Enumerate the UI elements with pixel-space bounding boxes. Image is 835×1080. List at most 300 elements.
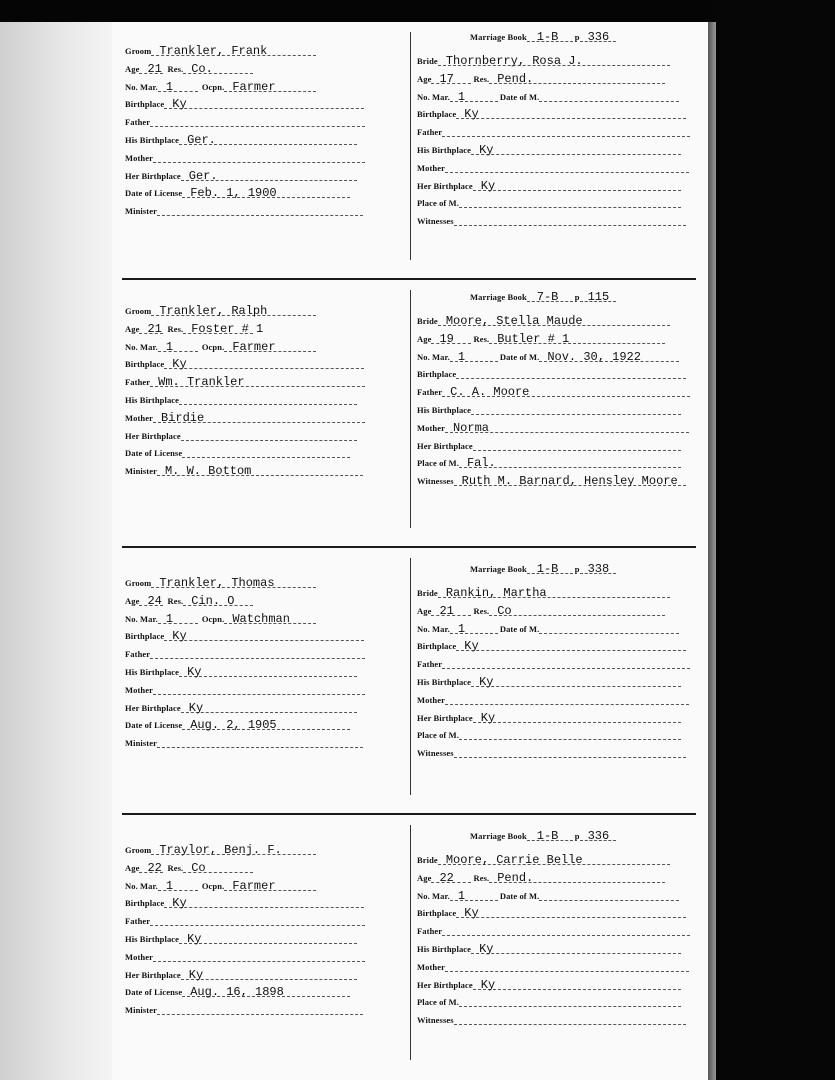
marriage-book-label: Marriage Book: [470, 292, 527, 302]
groom-no-mar-value: 1: [165, 611, 174, 626]
groom-no-mar-row: [125, 336, 316, 352]
bride-date-of-m-value: [545, 889, 549, 900]
groom-father-line: [150, 375, 365, 390]
bride-witnesses-line: [454, 747, 686, 758]
groom-his-birthplace-value: Ger.: [187, 133, 216, 147]
bride-mother-line: [445, 961, 689, 972]
scan-margin-left: [0, 0, 112, 1080]
groom-name-line: [151, 577, 316, 588]
bride-name-line: [438, 587, 670, 598]
groom-birthplace-label: Birthplace: [125, 898, 165, 909]
bride-witnesses-label: Witnesses: [417, 1015, 454, 1026]
bride-witnesses-row: [417, 742, 686, 758]
groom-her-birthplace-line: [181, 430, 357, 441]
groom-res-line: [183, 862, 253, 873]
groom-age-row: [125, 590, 253, 606]
groom-father-value: [156, 115, 160, 126]
bride-witnesses-row: [417, 470, 686, 489]
bride-name-line: [438, 55, 670, 66]
bride-date-of-m-line: [539, 91, 679, 102]
bride-birthplace-label: Birthplace: [417, 369, 457, 380]
marriage-page-value: 336: [587, 829, 610, 843]
bride-mother-line: [445, 694, 689, 705]
groom-his-birthplace-row: [125, 389, 357, 405]
groom-his-birthplace-label: His Birthplace: [125, 934, 180, 944]
bride-age-line: [431, 605, 471, 616]
bride-her-birthplace-label: Her Birthplace: [417, 712, 473, 723]
groom-her-birthplace-label: Her Birthplace: [125, 969, 181, 980]
bride-res-line: [489, 605, 665, 616]
bride-her-birthplace-row: [417, 175, 681, 191]
groom-date-of-license-row: [125, 182, 350, 201]
groom-his-birthplace-line: [179, 134, 357, 145]
marriage-page-value: 338: [587, 562, 610, 576]
groom-mother-label: Mother: [125, 951, 153, 962]
groom-minister-value: [163, 204, 167, 215]
groom-ocpn-value: Watchman: [232, 611, 290, 626]
bride-name-line: [438, 854, 670, 865]
bride-birthplace-line: [456, 368, 686, 379]
bride-her-birthplace-label: Her Birthplace: [417, 440, 473, 451]
groom-mother-row: [125, 147, 365, 163]
groom-minister-value: [163, 1003, 167, 1014]
bride-res-line: [489, 73, 665, 84]
bride-name-line: [438, 315, 670, 326]
bride-father-row: [417, 653, 690, 669]
groom-res-value: Cin. O: [191, 593, 235, 608]
groom-mother-line: [153, 412, 365, 423]
groom-mother-line: [153, 951, 365, 962]
bride-his-birthplace-value: [477, 403, 481, 414]
groom-date-of-license-line: [182, 186, 350, 201]
bride-place-of-m-value: [465, 995, 469, 1006]
groom-minister-line: [157, 1004, 363, 1015]
bride-father-line: [442, 658, 690, 669]
bride-birthplace-label: Birthplace: [417, 109, 457, 120]
bride-no-mar-row: [417, 885, 679, 901]
bride-no-mar-label: No. Mar.: [417, 623, 450, 634]
groom-ocpn-line: [224, 613, 316, 624]
bride-her-birthplace-value: Ky: [480, 178, 496, 193]
bride-age-label: Age: [417, 73, 432, 84]
bride-date-of-m-line: [539, 890, 679, 901]
groom-father-label: Father: [125, 916, 151, 927]
groom-age-label: Age: [125, 595, 140, 606]
marriage-page-value: 115: [587, 290, 610, 304]
bride-father-value: [448, 125, 452, 136]
bride-date-of-m-value: Nov. 30, 1922: [547, 349, 641, 364]
bride-birthplace-row: [417, 363, 686, 379]
bride-his-birthplace-line: [471, 943, 681, 954]
bride-name-value: Moore, Carrie Belle: [445, 853, 583, 867]
groom-her-birthplace-row: [125, 165, 357, 181]
groom-his-birthplace-row: [125, 661, 357, 677]
bride-her-birthplace-line: [473, 440, 681, 451]
groom-minister-label: Minister: [125, 1005, 157, 1016]
groom-birthplace-label: Birthplace: [125, 359, 165, 370]
marriage-book-label: Marriage Book: [470, 564, 527, 574]
groom-date-of-license-line: [182, 985, 350, 1000]
bride-place-of-m-row: [417, 724, 681, 740]
groom-ocpn-value: Farmer: [232, 79, 276, 94]
bride-witnesses-value: [460, 214, 464, 225]
bride-her-birthplace-value: Ky: [480, 977, 496, 992]
groom-res-value: Foster # 1: [191, 321, 264, 336]
bride-birthplace-row: [417, 103, 686, 122]
groom-age-value: 24: [147, 593, 162, 608]
bride-age-row: [417, 867, 665, 883]
marriage-record-2: [112, 280, 708, 548]
bride-name-value: Moore, Stella Maude: [445, 314, 583, 328]
groom-father-row: [125, 910, 365, 926]
marriage-book-value: 7-B: [536, 290, 559, 304]
bride-no-mar-row: [417, 346, 679, 362]
groom-no-mar-value: 1: [165, 878, 174, 893]
groom-minister-line: [157, 205, 363, 216]
bride-name-label: Bride: [417, 56, 438, 66]
groom-res-line: [183, 595, 253, 606]
groom-his-birthplace-value: [185, 393, 189, 404]
bride-date-of-m-value: [545, 90, 549, 101]
groom-name-value: Traylor, Benj. F.: [159, 843, 282, 857]
marriage-book-ref: [470, 563, 616, 574]
groom-date-of-license-label: Date of License: [125, 987, 183, 998]
groom-name-line: [151, 844, 316, 855]
bride-place-of-m-value: [465, 728, 469, 739]
groom-mother-value: Birdie: [160, 410, 205, 425]
bride-birthplace-value: Ky: [464, 639, 479, 654]
groom-res-label: Res.: [167, 862, 184, 873]
groom-age-value: 22: [147, 860, 162, 875]
groom-birthplace-value: Ky: [172, 629, 187, 644]
marriage-page-label: p: [574, 292, 580, 302]
bride-mother-value: [451, 161, 455, 172]
bride-age-row: [417, 328, 665, 344]
groom-his-birthplace-row: [125, 928, 357, 944]
groom-ocpn-label: Ocpn.: [201, 613, 225, 624]
groom-mother-label: Mother: [125, 412, 153, 423]
bride-age-value: 19: [439, 331, 454, 346]
marriage-book-line: [527, 291, 573, 302]
marriage-book-line: [527, 830, 573, 841]
groom-res-value: Co.: [191, 61, 213, 76]
bride-no-mar-label: No. Mar.: [417, 91, 450, 102]
bride-birthplace-row: [417, 902, 686, 921]
bride-mother-value: Norma: [452, 420, 489, 435]
bride-no-mar-line: [450, 623, 498, 634]
groom-father-label: Father: [125, 649, 151, 660]
bride-mother-row: [417, 157, 689, 173]
bride-father-row: [417, 920, 690, 936]
groom-father-label: Father: [125, 377, 151, 388]
bride-age-row: [417, 600, 665, 616]
bride-his-birthplace-label: His Birthplace: [417, 944, 472, 954]
groom-name-row: [125, 839, 316, 855]
groom-minister-row: [125, 732, 363, 748]
bride-mother-row: [417, 689, 689, 705]
bride-date-of-m-label: Date of M.: [499, 91, 540, 102]
groom-mother-label: Mother: [125, 152, 153, 163]
bride-witnesses-label: Witnesses: [417, 748, 454, 759]
marriage-page-label: p: [574, 564, 580, 574]
bride-place-of-m-line: [459, 197, 681, 208]
bride-birthplace-value: Ky: [464, 906, 479, 921]
marriage-book-value: 1-B: [536, 30, 559, 44]
groom-no-mar-line: [158, 341, 198, 352]
marriage-book-ref: [470, 31, 616, 42]
bride-res-line: [489, 872, 665, 883]
bride-father-line: [442, 126, 690, 137]
bride-res-value: Co: [497, 603, 512, 618]
bride-place-of-m-row: [417, 991, 681, 1007]
groom-name-value: Trankler, Frank: [159, 44, 268, 58]
groom-no-mar-value: 1: [165, 339, 174, 354]
groom-birthplace-value: Ky: [172, 97, 187, 112]
groom-father-line: [150, 116, 365, 127]
bride-witnesses-row: [417, 1009, 686, 1025]
groom-mother-row: [125, 407, 365, 423]
groom-father-line: [150, 648, 365, 659]
groom-age-line: [139, 862, 163, 873]
bride-date-of-m-label: Date of M.: [499, 623, 540, 634]
groom-birthplace-row: [125, 93, 364, 112]
bride-birthplace-value: [462, 367, 466, 378]
marriage-page-line: [580, 31, 616, 42]
marriage-book-line: [527, 563, 573, 574]
bride-name-row: [417, 50, 670, 66]
groom-date-of-license-line: [182, 718, 350, 733]
marriage-book-ref: [470, 830, 616, 841]
bride-res-label: Res.: [473, 872, 490, 883]
bride-no-mar-value: 1: [457, 349, 466, 364]
bride-no-mar-line: [450, 91, 498, 102]
groom-date-of-license-value: Aug. 16, 1898: [190, 985, 284, 1000]
bride-date-of-m-label: Date of M.: [499, 351, 540, 362]
groom-her-birthplace-row: [125, 425, 357, 441]
groom-age-label: Age: [125, 323, 140, 334]
groom-her-birthplace-line: [181, 969, 357, 980]
bride-his-birthplace-label: His Birthplace: [417, 677, 472, 687]
bride-no-mar-line: [450, 890, 498, 901]
bride-father-label: Father: [417, 659, 443, 670]
bride-name-label: Bride: [417, 588, 438, 598]
groom-no-mar-label: No. Mar.: [125, 81, 158, 92]
bride-father-row: [417, 381, 690, 400]
bride-her-birthplace-label: Her Birthplace: [417, 180, 473, 191]
groom-minister-row: [125, 200, 363, 216]
groom-her-birthplace-value: Ky: [188, 967, 204, 982]
bride-res-label: Res.: [473, 605, 490, 616]
bride-witnesses-line: [454, 215, 686, 226]
groom-age-row: [125, 857, 253, 873]
groom-father-label: Father: [125, 117, 151, 128]
bride-witnesses-value: [460, 746, 464, 757]
groom-name-line: [151, 305, 316, 316]
groom-ocpn-label: Ocpn.: [201, 81, 225, 92]
bride-name-row: [417, 310, 670, 326]
groom-his-birthplace-value: Ky: [187, 932, 202, 946]
bride-mother-label: Mother: [417, 694, 445, 705]
bride-his-birthplace-row: [417, 399, 681, 415]
groom-age-row: [125, 58, 253, 74]
groom-mother-value: [159, 151, 163, 162]
page-edge: [708, 22, 716, 1080]
groom-age-line: [139, 63, 163, 74]
bride-mother-row: [417, 956, 689, 972]
bride-place-of-m-label: Place of M.: [417, 997, 459, 1008]
bride-date-of-m-value: [545, 622, 549, 633]
bride-place-of-m-row: [417, 452, 681, 471]
bride-his-birthplace-row: [417, 139, 681, 155]
groom-her-birthplace-line: [181, 170, 357, 181]
bride-his-birthplace-label: His Birthplace: [417, 145, 472, 155]
groom-his-birthplace-label: His Birthplace: [125, 667, 180, 677]
groom-name-label: Groom: [125, 306, 152, 316]
groom-name-label: Groom: [125, 46, 152, 56]
groom-birthplace-label: Birthplace: [125, 631, 165, 642]
groom-res-line: [183, 63, 253, 74]
groom-birthplace-line: [164, 357, 364, 372]
bride-her-birthplace-value: [479, 439, 483, 450]
groom-res-line: [183, 321, 264, 336]
bride-name-value: Thornberry, Rosa J.: [445, 54, 583, 68]
groom-minister-label: Minister: [125, 466, 157, 477]
groom-his-birthplace-value: Ky: [187, 665, 202, 679]
groom-birthplace-row: [125, 892, 364, 911]
groom-ocpn-line: [224, 341, 316, 352]
marriage-page-label: p: [574, 32, 580, 42]
bride-her-birthplace-line: [473, 180, 681, 191]
groom-mother-value: [159, 950, 163, 961]
groom-res-label: Res.: [167, 595, 184, 606]
groom-minister-line: [157, 737, 363, 748]
groom-no-mar-line: [158, 880, 198, 891]
groom-ocpn-value: Farmer: [232, 339, 276, 354]
bride-res-value: Pend.: [497, 71, 534, 86]
bride-mother-label: Mother: [417, 162, 445, 173]
groom-ocpn-value: Farmer: [232, 878, 276, 893]
bride-place-of-m-row: [417, 192, 681, 208]
groom-res-label: Res.: [167, 63, 184, 74]
bride-her-birthplace-row: [417, 974, 681, 990]
bride-mother-line: [445, 422, 689, 433]
groom-no-mar-label: No. Mar.: [125, 880, 158, 891]
column-divider: [410, 558, 411, 795]
groom-ocpn-line: [224, 880, 316, 891]
groom-her-birthplace-label: Her Birthplace: [125, 702, 181, 713]
bride-age-row: [417, 68, 665, 84]
bride-place-of-m-line: [459, 456, 681, 471]
groom-no-mar-line: [158, 81, 198, 92]
groom-res-label: Res.: [167, 323, 184, 334]
bride-res-label: Res.: [473, 73, 490, 84]
bride-birthplace-label: Birthplace: [417, 908, 457, 919]
groom-birthplace-label: Birthplace: [125, 99, 165, 110]
marriage-page-line: [580, 563, 616, 574]
marriage-page-value: 336: [587, 30, 610, 44]
bride-his-birthplace-label: His Birthplace: [417, 405, 472, 415]
groom-date-of-license-line: [182, 447, 350, 458]
bride-father-row: [417, 121, 690, 137]
bride-place-of-m-label: Place of M.: [417, 458, 459, 469]
groom-her-birthplace-row: [125, 697, 357, 713]
bride-his-birthplace-value: Ky: [479, 143, 494, 157]
groom-date-of-license-row: [125, 981, 350, 1000]
groom-her-birthplace-label: Her Birthplace: [125, 430, 181, 441]
bride-age-value: 21: [439, 603, 454, 618]
groom-birthplace-row: [125, 625, 364, 644]
groom-birthplace-value: Ky: [172, 896, 187, 911]
bride-father-line: [442, 925, 690, 936]
groom-date-of-license-label: Date of License: [125, 188, 183, 199]
bride-name-row: [417, 849, 670, 865]
bride-mother-value: [451, 960, 455, 971]
groom-birthplace-value: Ky: [172, 357, 187, 372]
groom-minister-value: [163, 736, 167, 747]
bride-witnesses-line: [454, 1014, 686, 1025]
bride-age-value: 17: [439, 71, 454, 86]
groom-father-row: [125, 643, 365, 659]
scan-border-top: [0, 0, 835, 22]
bride-no-mar-label: No. Mar.: [417, 351, 450, 362]
bride-witnesses-label: Witnesses: [417, 216, 454, 227]
bride-father-value: [448, 924, 452, 935]
groom-name-value: Trankler, Thomas: [159, 576, 275, 590]
groom-ocpn-line: [224, 81, 316, 92]
groom-mother-row: [125, 946, 365, 962]
bride-his-birthplace-line: [471, 676, 681, 687]
bride-place-of-m-label: Place of M.: [417, 730, 459, 741]
bride-his-birthplace-line: [471, 144, 681, 155]
bride-age-line: [431, 872, 471, 883]
groom-age-label: Age: [125, 63, 140, 74]
bride-birthplace-value: Ky: [464, 107, 479, 122]
bride-no-mar-value: 1: [457, 621, 466, 636]
bride-witnesses-row: [417, 210, 686, 226]
marriage-page-line: [580, 830, 616, 841]
bride-age-value: 22: [439, 870, 454, 885]
column-divider: [410, 32, 411, 260]
bride-birthplace-line: [456, 639, 686, 654]
groom-her-birthplace-value: Ky: [188, 700, 204, 715]
groom-minister-label: Minister: [125, 206, 157, 217]
bride-date-of-m-line: [539, 351, 679, 362]
groom-her-birthplace-line: [181, 702, 357, 713]
groom-age-row: [125, 318, 264, 336]
groom-age-value: 21: [147, 61, 162, 76]
groom-age-line: [139, 595, 163, 606]
marriage-page-label: p: [574, 831, 580, 841]
bride-place-of-m-value: [465, 196, 469, 207]
bride-name-row: [417, 582, 670, 598]
bride-place-of-m-line: [459, 729, 681, 740]
groom-date-of-license-value: Aug. 2, 1905: [190, 718, 277, 733]
groom-no-mar-row: [125, 875, 316, 891]
groom-father-line: [150, 915, 365, 926]
bride-no-mar-value: 1: [457, 888, 466, 903]
marriage-book-label: Marriage Book: [470, 32, 527, 42]
bride-no-mar-label: No. Mar.: [417, 890, 450, 901]
bride-witnesses-line: [454, 474, 686, 489]
bride-birthplace-label: Birthplace: [417, 641, 457, 652]
bride-father-label: Father: [417, 926, 443, 937]
bride-his-birthplace-line: [471, 404, 681, 415]
groom-father-row: [125, 111, 365, 127]
marriage-record-1: [112, 22, 708, 280]
bride-age-label: Age: [417, 872, 432, 883]
groom-age-line: [139, 323, 163, 334]
bride-his-birthplace-row: [417, 671, 681, 687]
